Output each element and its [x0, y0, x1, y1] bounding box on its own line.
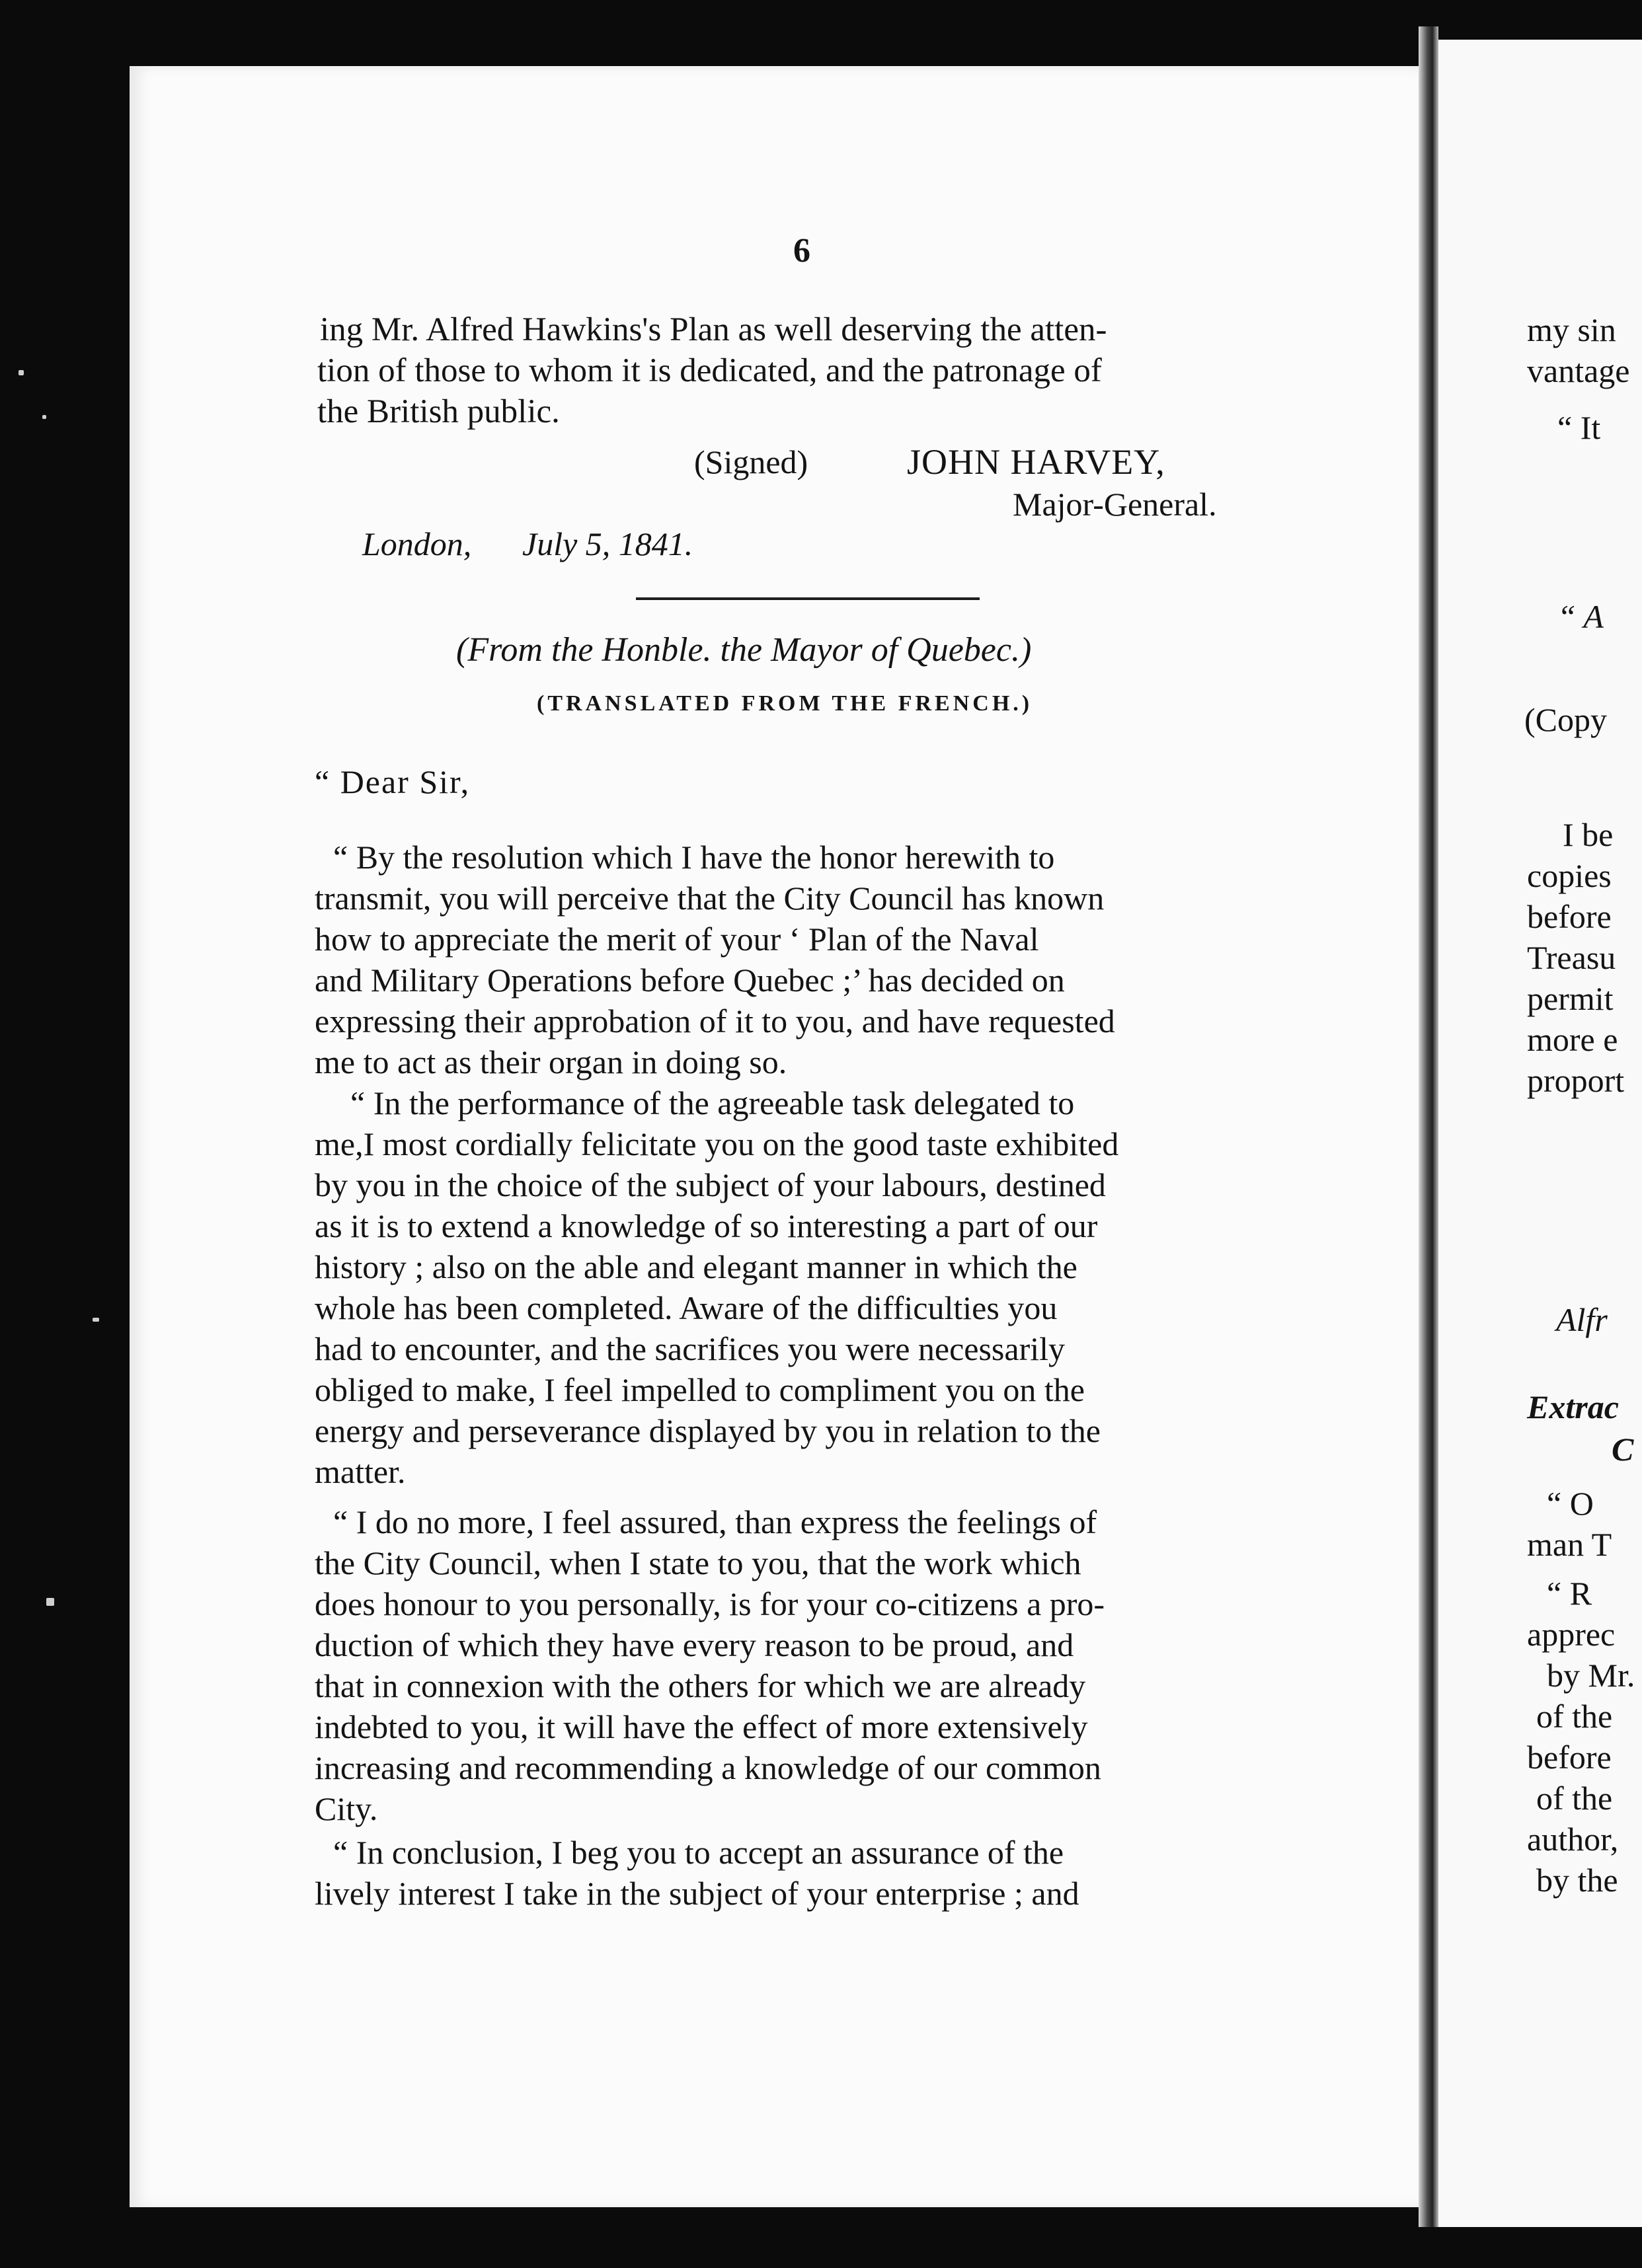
- letter-line: had to encounter, and the sacrifices you were necessarily: [315, 1330, 1066, 1367]
- letter-line: City.: [315, 1790, 378, 1827]
- letter-line: how to appreciate the merit of your ‘ Plan of the Naval: [315, 921, 1039, 958]
- letter-line: expressing their approbation of it to you, and have requested: [315, 1002, 1115, 1040]
- facing-line: I be: [1563, 816, 1614, 853]
- letter-salutation: “ Dear Sir,: [315, 763, 471, 800]
- letter-line: matter.: [315, 1453, 406, 1490]
- letter-line: increasing and recommending a knowledge of our common: [315, 1749, 1101, 1786]
- facing-line: proport: [1527, 1062, 1625, 1099]
- facing-line: “ O: [1547, 1485, 1594, 1522]
- body-line: ing Mr. Alfred Hawkins's Plan as well deserving the atten-: [320, 311, 1107, 348]
- facing-line: author,: [1527, 1821, 1619, 1858]
- facing-line: Extrac: [1527, 1388, 1619, 1425]
- letter-line: obliged to make, I feel impelled to compliment you on the: [315, 1371, 1085, 1408]
- letter-source-heading: (From the Honble. the Mayor of Quebec.): [456, 631, 1032, 669]
- facing-line: more e: [1527, 1021, 1618, 1058]
- signatory-rank: Major-General.: [1013, 486, 1217, 523]
- dust-speck: [93, 1318, 99, 1322]
- dateline-place: London,: [362, 525, 472, 562]
- dust-speck: [42, 415, 46, 419]
- letter-line: “ By the resolution which I have the honor herewith to: [333, 839, 1055, 876]
- letter-line: does honour to you personally, is for your co-citizens a pro-: [315, 1585, 1105, 1622]
- facing-line: Alfr: [1556, 1301, 1608, 1338]
- letter-line: indebted to you, it will have the effect of more extensively: [315, 1708, 1088, 1745]
- facing-line: before: [1527, 898, 1612, 935]
- letter-line: by you in the choice of the subject of your labours, destined: [315, 1166, 1106, 1203]
- facing-page-text: [1438, 0, 1642, 2268]
- dateline-date: July 5, 1841.: [522, 525, 693, 562]
- letter-line: duction of which they have every reason to be proud, and: [315, 1626, 1074, 1663]
- facing-line: (Copy: [1524, 701, 1607, 738]
- facing-line: by Mr.: [1547, 1657, 1635, 1694]
- facing-line: of the: [1536, 1780, 1613, 1817]
- letter-line: “ In the performance of the agreeable task delegated to: [350, 1084, 1075, 1121]
- facing-line: “ A: [1557, 598, 1604, 635]
- section-divider: [636, 597, 980, 600]
- facing-line: my sin: [1527, 311, 1616, 348]
- letter-line: me,I most cordially felicitate you on the good taste exhibited: [315, 1125, 1119, 1162]
- facing-line: “ It: [1557, 409, 1601, 446]
- book-gutter: [1419, 26, 1438, 2227]
- facing-line: Treasu: [1527, 939, 1616, 976]
- letter-line: and Military Operations before Quebec ;’ has decided on: [315, 962, 1065, 999]
- dust-speck: [46, 1598, 54, 1606]
- signed-label: (Signed): [694, 443, 808, 480]
- letter-line: “ In conclusion, I beg you to accept an assurance of the: [333, 1834, 1064, 1871]
- facing-line: copies: [1527, 857, 1612, 894]
- facing-line: C: [1612, 1431, 1634, 1468]
- letter-line: whole has been completed. Aware of the difficulties you: [315, 1289, 1058, 1326]
- facing-line: “ R: [1547, 1575, 1592, 1612]
- letter-line: that in connexion with the others for which we are already: [315, 1667, 1086, 1704]
- letter-line: history ; also on the able and elegant manner in which the: [315, 1248, 1077, 1285]
- letter-line: me to act as their organ in doing so.: [315, 1043, 787, 1080]
- signatory-name: JOHN HARVEY,: [907, 442, 1165, 482]
- letter-line: transmit, you will perceive that the City Council has known: [315, 880, 1105, 917]
- letter-line: energy and perseverance displayed by you in relation to the: [315, 1412, 1101, 1449]
- facing-line: man T: [1527, 1526, 1612, 1563]
- translation-note: (TRANSLATED FROM THE FRENCH.): [537, 691, 1033, 716]
- letter-line: as it is to extend a knowledge of so interesting a part of our: [315, 1207, 1098, 1244]
- letter-line: lively interest I take in the subject of your enterprise ; and: [315, 1875, 1079, 1912]
- dust-speck: [19, 370, 24, 375]
- facing-line: vantage: [1527, 352, 1630, 389]
- page-number: 6: [793, 232, 810, 270]
- body-line: the British public.: [317, 393, 560, 430]
- body-line: tion of those to whom it is dedicated, and the patronage of: [317, 352, 1102, 389]
- facing-line: permit: [1527, 980, 1614, 1017]
- facing-line: apprec: [1527, 1616, 1616, 1653]
- facing-line: of the: [1536, 1698, 1613, 1735]
- letter-line: the City Council, when I state to you, that the work which: [315, 1544, 1081, 1581]
- facing-line: before: [1527, 1739, 1612, 1776]
- facing-line: by the: [1536, 1862, 1618, 1899]
- letter-line: “ I do no more, I feel assured, than express the feelings of: [333, 1503, 1097, 1540]
